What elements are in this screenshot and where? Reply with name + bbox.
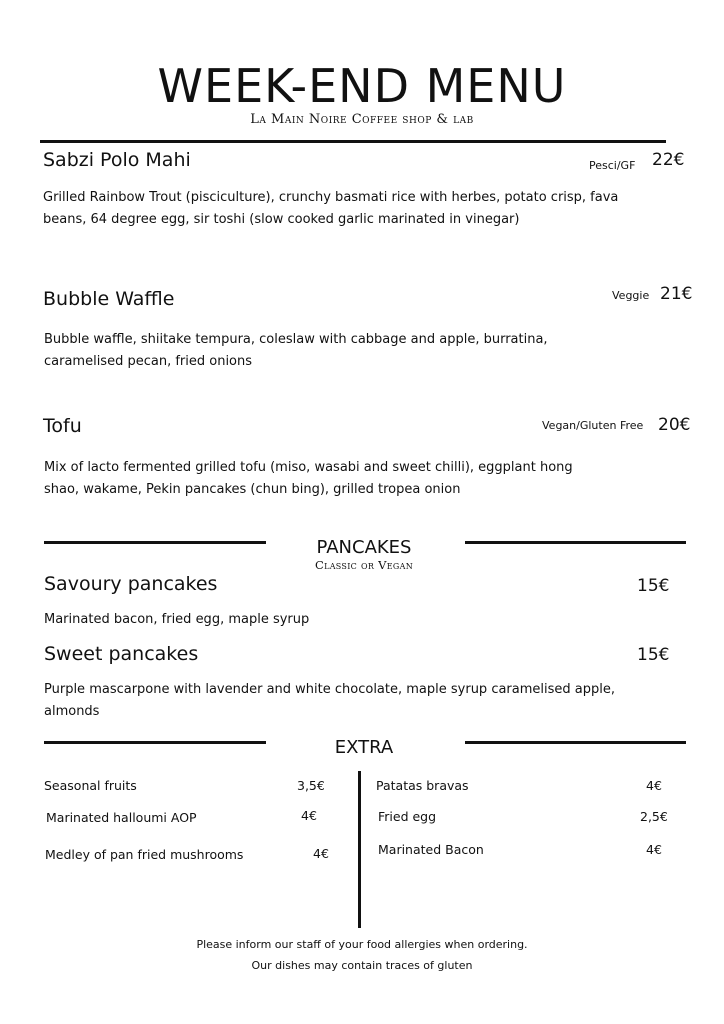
dish-price: 20€ (658, 415, 691, 435)
dish-name: Bubble Waffle (43, 288, 175, 310)
pancakes-title: PANCAKES (316, 537, 412, 558)
pancake-description: Marinated bacon, fried egg, maple syrup (44, 612, 310, 627)
dish-price: 22€ (652, 150, 685, 170)
extra-item-name: Patatas bravas (376, 778, 469, 793)
dish-price: 21€ (660, 284, 693, 304)
extra-divider-right (465, 741, 686, 744)
pancakes-subtitle: Classic or Vegan (315, 558, 413, 572)
allergy-notice: Please inform our staff of your food allergies when ordering. (196, 938, 528, 951)
pancake-name: Savoury pancakes (44, 573, 218, 595)
dish-tag: Veggie (612, 289, 650, 302)
extra-item-price: 4€ (301, 808, 317, 823)
extra-item-price: 4€ (313, 846, 329, 861)
dish-name: Tofu (43, 415, 82, 437)
extra-item-name: Fried egg (378, 809, 437, 824)
extra-column-divider (358, 771, 361, 928)
extra-item-name: Seasonal fruits (44, 778, 137, 793)
extra-divider-left (44, 741, 266, 744)
pancakes-divider-left (44, 541, 266, 544)
extra-item-name: Marinated halloumi AOP (46, 810, 197, 825)
extra-item-name: Medley of pan fried mushrooms (45, 847, 244, 862)
pancake-description: Purple mascarpone with lavender and white chocolate, maple syrup caramelised apple, almonds (44, 682, 615, 719)
dish-tag: Pesci/GF (589, 159, 636, 172)
extra-item-price: 2,5€ (640, 809, 668, 824)
extra-title: EXTRA (334, 737, 394, 758)
pancakes-divider-right (465, 541, 686, 544)
gluten-notice: Our dishes may contain traces of gluten (251, 959, 473, 972)
dish-name: Sabzi Polo Mahi (43, 149, 191, 171)
pancake-price: 15€ (637, 576, 670, 596)
menu-subtitle: La Main Noire Coffee shop & lab (250, 112, 474, 127)
extra-item-name: Marinated Bacon (378, 842, 484, 857)
menu-title: WEEK-END MENU (157, 59, 567, 113)
extra-item-price: 4€ (646, 842, 662, 857)
pancake-name: Sweet pancakes (44, 643, 199, 665)
dish-tag: Vegan/Gluten Free (542, 419, 644, 432)
dish-description: Bubble waffle, shiitake tempura, coleslaw with cabbage and apple, burratina, caramelised pecan, fried onions (44, 332, 548, 369)
dish-description: Grilled Rainbow Trout (pisciculture), crunchy basmati rice with herbes, potato crisp, fava beans, 64 degree egg, sir toshi (slow cooked garlic marinated in vinegar) (43, 190, 619, 227)
extra-item-price: 4€ (646, 778, 662, 793)
header-divider (40, 140, 666, 143)
pancake-price: 15€ (637, 645, 670, 665)
dish-description: Mix of lacto fermented grilled tofu (miso, wasabi and sweet chilli), eggplant hong shao, wakame, Pekin pancakes (chun bing), grilled tropea onion (44, 460, 573, 497)
extra-item-price: 3,5€ (297, 778, 325, 793)
